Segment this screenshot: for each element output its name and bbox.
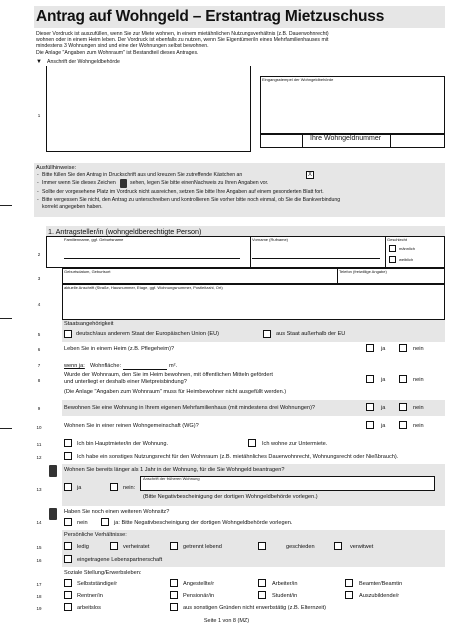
- soz-title: Soziale Stellung/Erwerbsleben:: [64, 570, 142, 576]
- x-mark-box: X: [307, 172, 312, 178]
- margin-mark: [0, 318, 12, 319]
- ja-label: ja: [77, 485, 82, 491]
- hauptmieter-checkbox[interactable]: [64, 439, 72, 447]
- row-number: 16: [36, 558, 42, 563]
- arbeiter-checkbox[interactable]: [258, 579, 266, 587]
- anschrift-label: aktuelle Anschrift (Straße, Hausnummer, Etage, ggf. Wohnungsnummer, Postleitzahl, Ort): [64, 285, 223, 290]
- row-number: 7: [37, 363, 41, 368]
- row-number: 12: [36, 455, 42, 460]
- nein-label: nein: [413, 423, 424, 429]
- row-number: 3: [37, 276, 41, 281]
- page-title: Antrag auf Wohngeld – Erstantrag Mietzuschuss: [36, 8, 385, 25]
- mfh-nein-checkbox[interactable]: [399, 403, 407, 411]
- beamter-label: Beamter/Beamtin: [359, 581, 403, 587]
- hint-item: Sollte der vorgesehene Platz im Vordruck nicht ausreichen, setzen Sie bitte Ihre Angaben auf einem gesonderten Blatt fort.: [42, 189, 324, 195]
- geschieden-label: geschieden: [286, 544, 315, 550]
- heim-nein-checkbox[interactable]: [399, 344, 407, 352]
- eu-checkbox[interactable]: [64, 330, 72, 338]
- bullet: -: [37, 189, 39, 195]
- row-number: 6: [37, 347, 41, 352]
- row-number: 10: [36, 425, 42, 430]
- hint-item: Immer wenn Sie dieses Zeichen: [42, 180, 116, 186]
- stamp-label: Eingangsstempel der Wohngeldbehörde: [262, 77, 334, 82]
- vorname-input[interactable]: [252, 258, 380, 259]
- untermieter-checkbox[interactable]: [248, 439, 256, 447]
- intro-line: wohnen oder in einem Heim leben. Der Vordruck ist ebenfalls zu nutzen, wenn Sie Eigentümer/in eines Mehrfamilienhauses mit: [36, 37, 329, 43]
- row-number: 2: [37, 252, 41, 257]
- selbst-checkbox[interactable]: [64, 579, 72, 587]
- row-number: 9: [37, 406, 41, 411]
- nein-colon-label: nein:: [123, 485, 136, 491]
- row-number: 5: [37, 332, 41, 337]
- nein-label: nein: [413, 346, 424, 352]
- wg-ja-checkbox[interactable]: [366, 421, 374, 429]
- row-number: 14: [36, 520, 42, 525]
- ja-label: ja: [381, 423, 386, 429]
- wohnsitz-ja-checkbox[interactable]: [101, 518, 109, 526]
- azubi-label: Auszubildende/r: [359, 593, 400, 599]
- geschieden-checkbox[interactable]: [258, 542, 266, 550]
- document-icon: [49, 508, 57, 520]
- negativ-note: (Bitte Negativbescheinigung der dortigen Wohngeldbehörde vorlegen.): [143, 494, 318, 500]
- wohnsitz-ja-label: ja: Bitte Negativbescheinigung der dortigen Wohngeldbehörde vorlegen.: [114, 520, 293, 526]
- verwitwet-checkbox[interactable]: [334, 542, 342, 550]
- wohnsitz-question: Haben Sie noch einen weiteren Wohnsitz?: [64, 509, 170, 515]
- heim-question: Leben Sie in einem Heim (z.B. Pflegeheim)?: [64, 346, 175, 352]
- non-eu-checkbox[interactable]: [263, 330, 271, 338]
- margin-mark: [0, 205, 12, 206]
- wurde-question: Wurde der Wohnraum, den Sie im Heim bewohnen, mit öffentlichen Mitteln gefördert: [64, 372, 273, 378]
- row-number: 4: [37, 302, 41, 307]
- arbeitslos-checkbox[interactable]: [64, 603, 72, 611]
- laenger-ja-checkbox[interactable]: [64, 483, 72, 491]
- eu-label: deutsch/aus anderem Staat der Europäischen Union (EU): [76, 331, 220, 337]
- selbst-label: Selbstständige/r: [77, 581, 118, 587]
- vorname-label: Vorname (Rufname): [252, 237, 289, 242]
- geburtsdatum-label: Geburtsdatum, Geburtsort: [64, 269, 111, 274]
- fruehere-label: Anschrift der früheren Wohnung: [143, 476, 200, 481]
- row-number: 11: [36, 442, 42, 447]
- nutzungsrecht-checkbox[interactable]: [64, 452, 72, 460]
- getrennt-checkbox[interactable]: [170, 542, 178, 550]
- verheiratet-checkbox[interactable]: [110, 542, 118, 550]
- arbeitslos-label: arbeitslos: [77, 605, 101, 611]
- section-title: 1. Antragsteller/in (wohngeldberechtigte Person): [48, 227, 202, 236]
- wohngeldnummer-label: Ihre Wohngeldnummer: [310, 135, 382, 142]
- sonstige-checkbox[interactable]: [170, 603, 178, 611]
- laenger-question: Wohnen Sie bereits länger als 1 Jahr in der Wohnung, für die Sie Wohngeld beantragen?: [64, 467, 285, 473]
- row-number: 13: [36, 487, 42, 492]
- page-footer: Seite 1 von 8 (MZ): [203, 618, 250, 624]
- weiblich-label: weiblich: [399, 257, 414, 262]
- ja-label: ja: [381, 346, 386, 352]
- sonstige-label: aus sonstigen Gründen nicht erwerbstätig (z.B. Elternzeit): [183, 605, 327, 611]
- maennlich-label: männlich: [399, 246, 416, 251]
- margin-mark: [0, 428, 12, 429]
- geschlecht-label: Geschlecht: [387, 237, 408, 242]
- birth-row: [62, 268, 445, 284]
- document-icon: [49, 465, 57, 477]
- arbeiter-label: Arbeiter/in: [272, 581, 298, 587]
- getrennt-label: getrennt lebend: [183, 544, 222, 550]
- document-icon: [120, 179, 127, 188]
- familienname-label: Familienname, ggf. Geburtsname: [64, 237, 124, 242]
- hint-item: Bitte vergessen Sie nicht, den Antrag zu unterschreiben und kontrollieren Sie vorher bitte noch einmal, ob Sie die Bankverbindung: [42, 197, 341, 203]
- ledig-label: ledig: [77, 544, 89, 550]
- row-number: 8: [37, 378, 41, 383]
- hauptmieter-label: Ich bin Hauptmieter/in der Wohnung.: [77, 441, 169, 447]
- intro-line: mindestens 3 Wohnungen sind und eine der Wohnungen selbst bewohnen.: [36, 43, 209, 49]
- hints-title: Ausfüllhinweise:: [36, 165, 77, 171]
- pensionaer-checkbox[interactable]: [170, 591, 178, 599]
- intro-line: Die Anlage "Angaben zum Wohnraum" ist Bestandteil dieses Antrages.: [36, 50, 199, 56]
- maennlich-checkbox[interactable]: [389, 245, 396, 252]
- nein-label: nein: [77, 520, 88, 526]
- address-box[interactable]: [46, 66, 251, 152]
- pers-title: Persönliche Verhältnisse:: [64, 532, 127, 538]
- angestellt-label: Angestellte/r: [183, 581, 215, 587]
- non-eu-label: aus Staat außerhalb der EU: [276, 331, 346, 337]
- familienname-input[interactable]: [64, 258, 240, 259]
- laenger-nein-checkbox[interactable]: [110, 483, 118, 491]
- ledig-checkbox[interactable]: [64, 542, 72, 550]
- heim-ja-checkbox[interactable]: [366, 344, 374, 352]
- row-number: 15: [36, 545, 42, 550]
- row-number: 18: [36, 594, 42, 599]
- mfh-question: Bewohnen Sie eine Wohnung in Ihrem eigenen Mehrfamilienhaus (mit mindestens drei Wohnungen)?: [64, 405, 316, 411]
- student-label: Student/in: [272, 593, 298, 599]
- row-number: 19: [36, 606, 42, 611]
- bullet: -: [37, 197, 39, 203]
- nutzungsrecht-label: Ich habe ein sonstiges Nutzungsrecht für den Wohnraum (z.B. mietähnliches Dauerwohnrecht, Wohnungsrecht oder Nießbrauch).: [77, 454, 399, 460]
- row-number: 17: [36, 582, 42, 587]
- wurde-question-2: und unterliegt er deshalb einer Mietpreisbindung?: [64, 379, 187, 385]
- wohnflaeche-label: Wohnfläche:: [90, 363, 121, 369]
- wg-question: Wohnen Sie in einer reinen Wohngemeinschaft (WG)?: [64, 423, 199, 429]
- anlage-note: (Die Anlage "Angaben zum Wohnraum" muss für Heimbewohner nicht ausgefüllt werden.): [64, 389, 287, 395]
- ja-label: ja: [381, 377, 386, 383]
- student-checkbox[interactable]: [258, 591, 266, 599]
- stamp-box: [260, 76, 445, 134]
- wurde-nein-checkbox[interactable]: [399, 375, 407, 383]
- wg-nein-checkbox[interactable]: [399, 421, 407, 429]
- beamter-checkbox[interactable]: [345, 579, 353, 587]
- wohnsitz-nein-checkbox[interactable]: [64, 518, 72, 526]
- ja-label: ja: [381, 405, 386, 411]
- pensionaer-label: Pensionär/in: [183, 593, 215, 599]
- angestellt-checkbox[interactable]: [170, 579, 178, 587]
- untermieter-label: Ich wohne zur Untermiete.: [262, 441, 328, 447]
- rentner-label: Rentner/in: [77, 593, 103, 599]
- m2-label: m².: [169, 363, 178, 369]
- hint-item: Bitte füllen Sie den Antrag in Druckschrift aus und kreuzen Sie zutreffende Kästchen an: [42, 172, 243, 178]
- verheiratet-label: verheiratet: [123, 544, 150, 550]
- weiblich-checkbox[interactable]: [389, 256, 396, 263]
- lebenspartner-checkbox[interactable]: [64, 555, 72, 563]
- nein-label: nein: [413, 377, 424, 383]
- bullet: -: [37, 172, 39, 178]
- wurde-ja-checkbox[interactable]: [366, 375, 374, 383]
- hint-item: sehen, legen Sie bitte einenNachweis zu Ihren Angaben vor.: [130, 180, 269, 186]
- bullet: -: [37, 180, 39, 186]
- address-label: Anschrift der Wohngeldbehörde: [47, 59, 120, 65]
- telefon-label: Telefon (freiwillige Angabe): [339, 269, 387, 274]
- wenn-ja-label: wenn ja:: [64, 363, 85, 369]
- lebenspartner-label: eingetragene Lebenspartnerschaft: [77, 557, 163, 563]
- nein-label: nein: [413, 405, 424, 411]
- row-number: 1: [37, 113, 41, 118]
- hint-item: korrekt angegeben haben.: [42, 204, 103, 210]
- mfh-ja-checkbox[interactable]: [366, 403, 374, 411]
- wohnflaeche-input[interactable]: [123, 369, 167, 370]
- intro-line: Dieser Vordruck ist auszufüllen, wenn Sie zur Miete wohnen, in einem mietähnlichen Nutzungsverhältnis (z.B. Dauerwohnrecht): [36, 31, 329, 37]
- staatsangehoerigkeit-label: Staatsangehörigkeit: [64, 321, 114, 327]
- azubi-checkbox[interactable]: [345, 591, 353, 599]
- triangle-icon: ▼: [36, 59, 42, 65]
- verwitwet-label: verwitwet: [350, 544, 374, 550]
- rentner-checkbox[interactable]: [64, 591, 72, 599]
